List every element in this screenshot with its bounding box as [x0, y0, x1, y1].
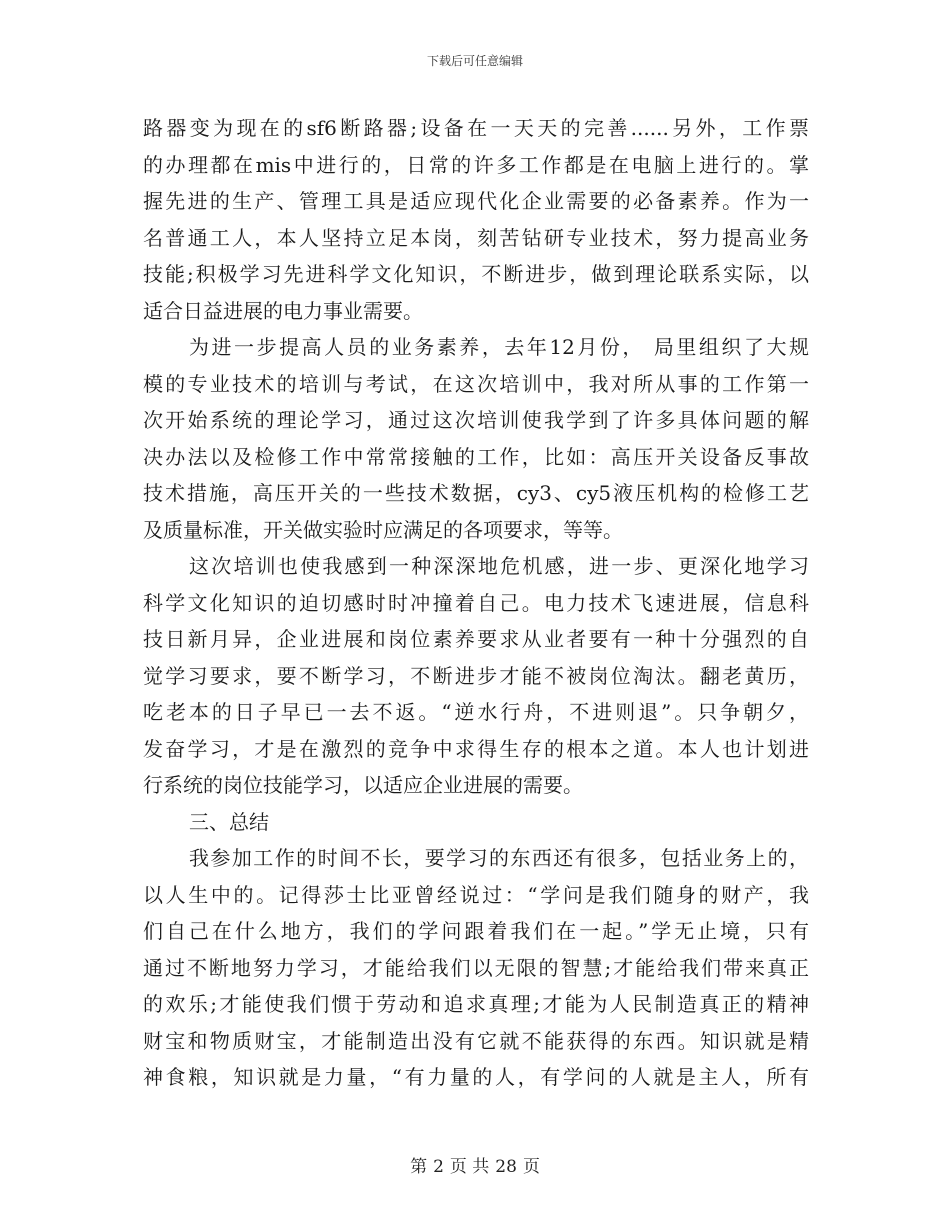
text-line: 行系统的岗位技能学习，以适应企业进展的需要。 [143, 773, 583, 797]
text-line: 技术措施，高压开关的一些技术数据，cy3、cy5液压机构的检修工艺 [143, 481, 809, 505]
text-line: 路器变为现在的sf6断路器;设备在一天天的完善......另外，工作票 [143, 116, 809, 140]
text-line: 名普通工人，本人坚持立足本岗，刻苦钻研专业技术，努力提高业务 [143, 225, 809, 250]
text-line: 的办理都在mis中进行的，日常的许多工作都是在电脑上进行的。掌 [143, 152, 809, 177]
text-line: 吃老本的日子早已一去不返。“逆水行舟，不进则退”。只争朝夕， [143, 700, 809, 724]
text-line: 适合日益进展的电力事业需要。 [143, 298, 423, 323]
text-line: 科学文化知识的迫切感时时冲撞着自己。电力技术飞速进展，信息科 [143, 590, 809, 615]
text-line: 觉学习要求，要不断学习，不断进步才能不被岗位淘汰。翻老黄历， [143, 663, 809, 688]
text-line: 为进一步提高人员的业务素养，去年12月份， 局里组织了大规 [189, 335, 809, 359]
text-line: 财宝和物质财宝，才能制造出没有它就不能获得的东西。知识就是精 [143, 1028, 809, 1053]
text-line: 及质量标准，开关做实验时应满足的各项要求，等等。 [143, 517, 623, 542]
text-line: 次开始系统的理论学习，通过这次培训使我学到了许多具体问题的解 [143, 408, 809, 432]
document-body [143, 110, 809, 1096]
text-line: 决办法以及检修工作中常常接触的工作，比如：高压开关设备反事故 [143, 444, 809, 469]
footer-suffix: 页 [522, 1157, 540, 1177]
footer-prefix: 第 [410, 1157, 428, 1177]
page-header: 下载后可任意编辑 [426, 54, 523, 68]
text-line: 神食粮，知识就是力量，“有力量的人，有学问的人就是主人，所有 [143, 1065, 809, 1089]
text-line: 我参加工作的时间不长，要学习的东西还有很多，包括业务上的， [189, 846, 809, 870]
text-line: 这次培训也使我感到一种深深地危机感，进一步、更深化地学习 [189, 554, 809, 578]
text-line: 通过不断地努力学习，才能给我们以无限的智慧;才能给我们带来真正 [143, 955, 809, 980]
text-line: 技日新月异，企业进展和岗位素养要求从业者要有一种十分强烈的自 [143, 627, 809, 651]
text-line: 发奋学习，才是在激烈的竞争中求得生存的根本之道。本人也计划进 [143, 736, 809, 761]
text-line: 模的专业技术的培训与考试，在这次培训中，我对所从事的工作第一 [143, 371, 809, 396]
current-page-number: 2 [433, 1157, 444, 1177]
text-line: 的欢乐;才能使我们惯于劳动和追求真理;才能为人民制造真正的精神 [143, 992, 809, 1016]
section-heading: 三、总结 [189, 809, 269, 834]
page-number-footer [0, 1152, 950, 1177]
text-line: 们自己在什么地方，我们的学问跟着我们在一起。”学无止境，只有 [143, 919, 809, 943]
text-line: 技能;积极学习先进科学文化知识，不断进步，做到理论联系实际，以 [143, 262, 809, 286]
text-line: 以人生中的。记得莎士比亚曾经说过：“学问是我们随身的财产，我 [143, 882, 809, 907]
total-page-count: 28 [495, 1157, 517, 1177]
footer-middle: 页 共 [449, 1157, 490, 1177]
text-line: 握先进的生产、管理工具是适应现代化企业需要的必备素养。作为一 [143, 189, 809, 213]
